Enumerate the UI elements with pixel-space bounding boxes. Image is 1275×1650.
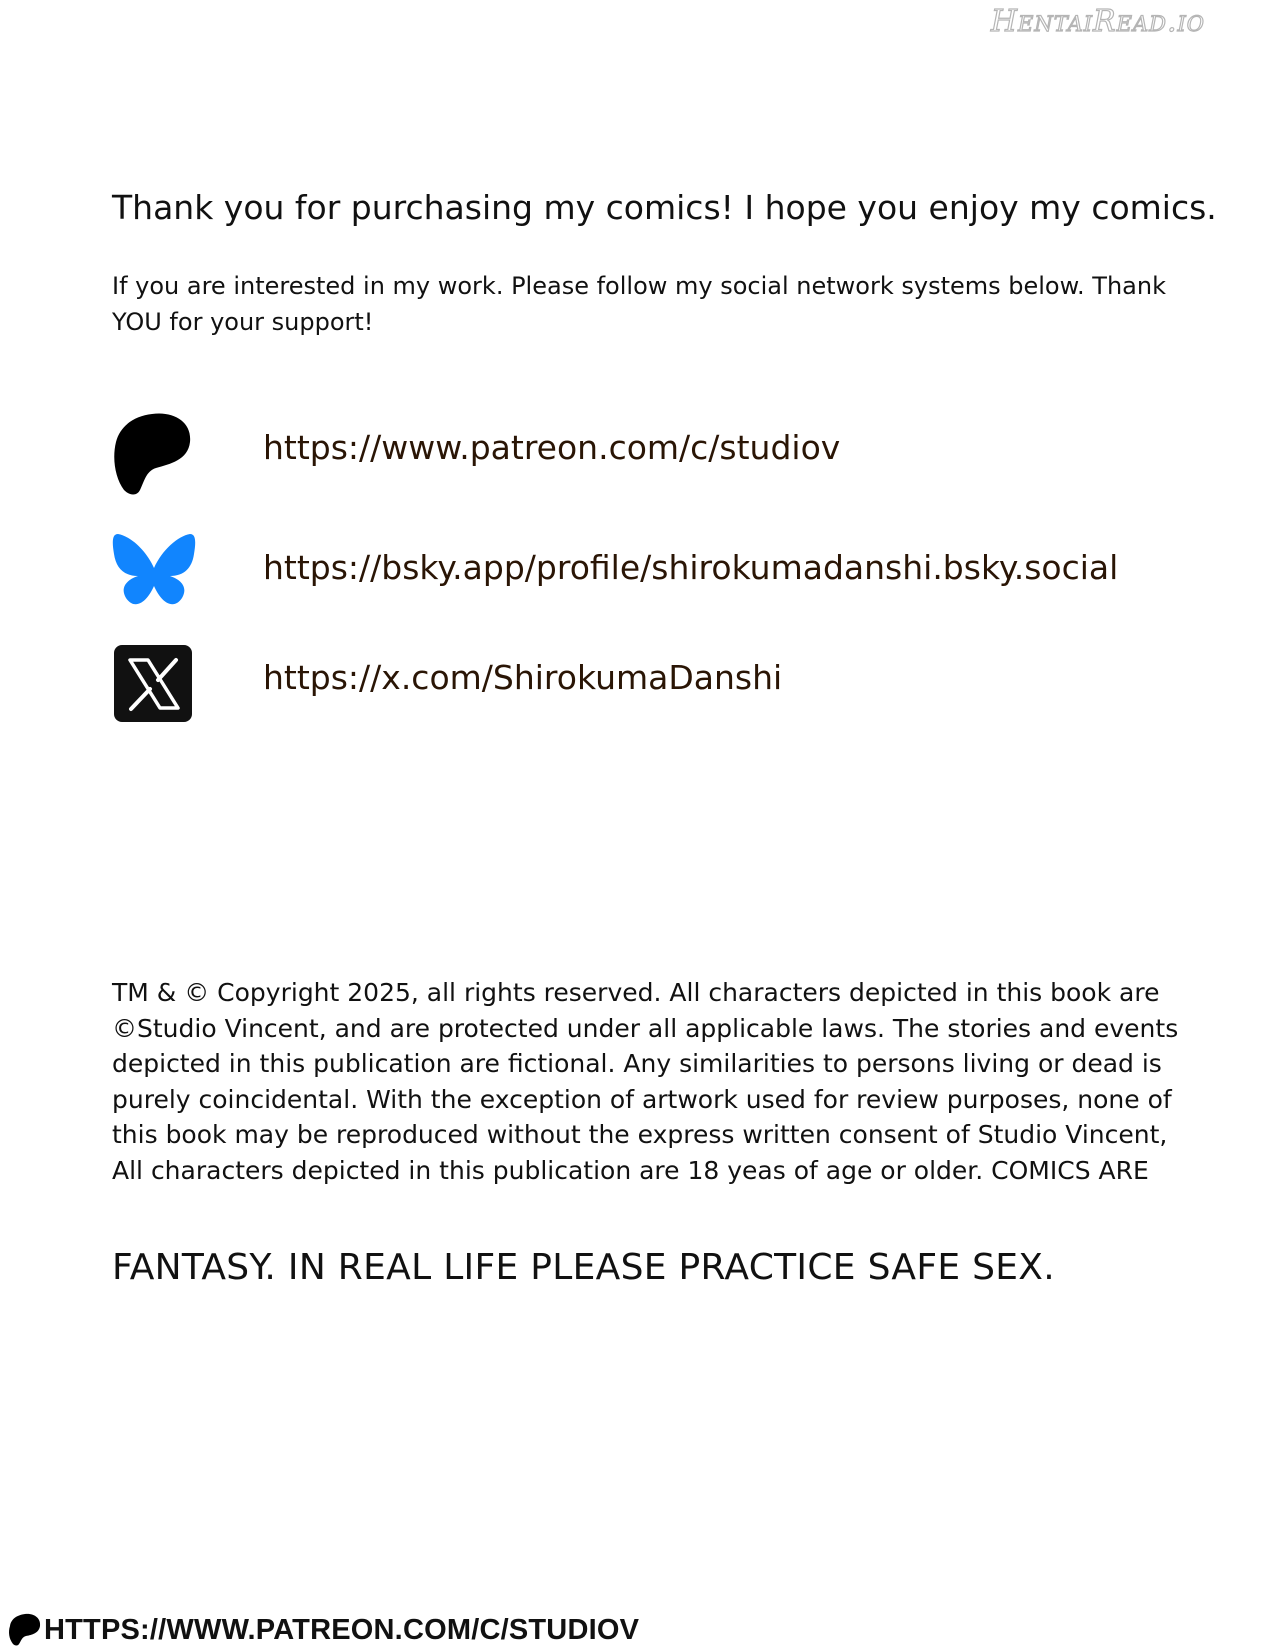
copyright-notice: TM & © Copyright 2025, all rights reserved. All characters depicted in this book are ©Studio Vincent, and are protected under all applicable laws. The stories and events depicted in this publication are fictional. Any similarities to persons living or dead is purely coincidental. With the exception of artwork used for review purposes, none of this book may be reproduced without the express written consent of Studio Vincent, All characters depicted in this publication are 18 yeas of age or older. COMICS ARE <box>112 978 1179 1185</box>
bluesky-link[interactable]: https://bsky.app/profile/shirokumadanshi.bsky.social <box>263 548 1119 587</box>
patreon-link[interactable]: https://www.patreon.com/c/studiov <box>263 428 841 467</box>
fantasy-disclaimer: FANTASY. IN REAL LIFE PLEASE PRACTICE SAFE SEX. <box>112 1247 1056 1288</box>
thanks-heading: Thank you for purchasing my comics! I hope you enjoy my comics. <box>112 188 1217 227</box>
footer-patreon-banner <box>8 1613 768 1647</box>
patreon-icon <box>8 1613 42 1647</box>
follow-message: If you are interested in my work. Please follow my social network systems below. Thank YOU for your support! <box>112 272 1166 336</box>
x-link[interactable]: https://x.com/ShirokumaDanshi <box>263 658 783 697</box>
social-row-patreon <box>112 410 1212 500</box>
site-watermark: HentaiRead.io <box>990 4 1205 39</box>
patreon-icon <box>112 410 196 500</box>
footer-patreon-link[interactable]: HTTPS://WWW.PATREON.COM/C/STUDIOV <box>44 1614 640 1646</box>
social-row-x <box>112 640 1212 730</box>
x-logo-icon <box>112 640 196 730</box>
social-row-bluesky <box>112 530 1212 620</box>
bluesky-butterfly-icon <box>112 530 196 620</box>
